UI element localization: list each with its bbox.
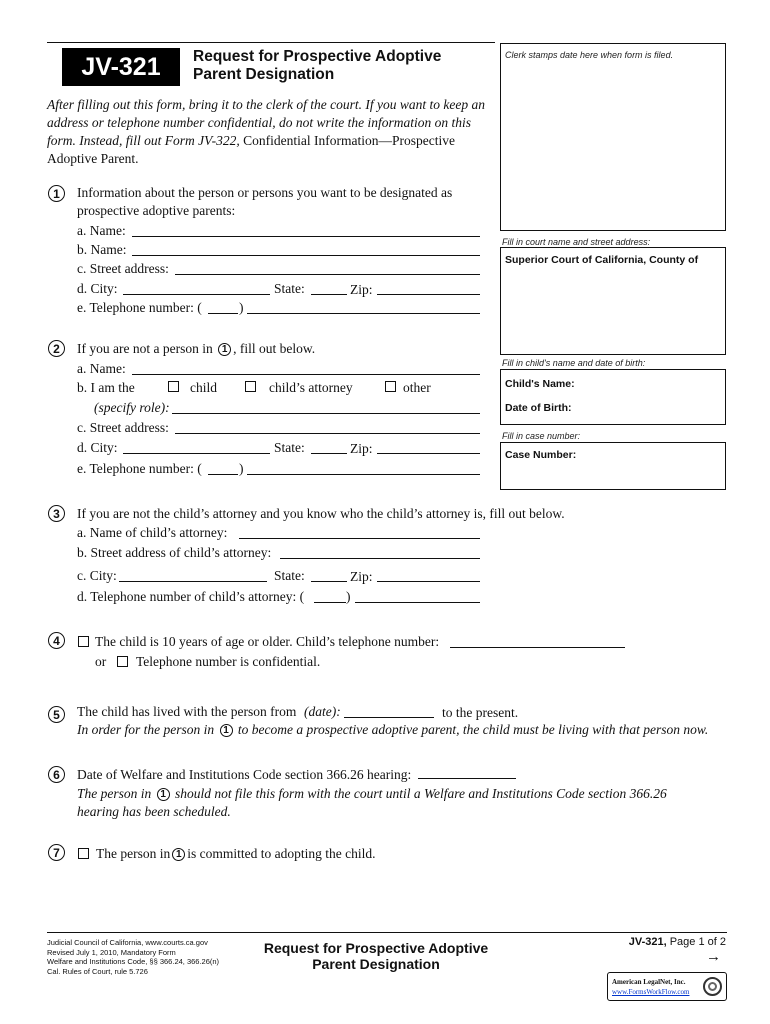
ref-1-icon: 1 (218, 343, 231, 356)
s1-phone-close: ) (239, 300, 244, 315)
s4-age-text: The child is 10 years of age or older. Child’s telephone number: (95, 634, 440, 649)
s3-state-input[interactable] (311, 567, 347, 582)
ref-1-icon: 1 (172, 848, 185, 861)
s2-phone-label: e. Telephone number: ( (77, 461, 202, 476)
s2-other-checkbox[interactable] (385, 381, 396, 392)
s2-state-input[interactable] (311, 439, 347, 454)
s4-confidential-checkbox[interactable] (117, 656, 128, 667)
s1-state-input[interactable] (311, 280, 347, 295)
footer-title: Request for Prospective Adoptive Parent Designation (263, 940, 489, 972)
s1-name-b-input[interactable] (132, 241, 480, 256)
s2-attorney-label: child’s attorney (269, 380, 353, 395)
s5-date-label: (date): (304, 704, 341, 719)
s2-name-input[interactable] (132, 360, 480, 375)
section-5-number: 5 (48, 706, 65, 723)
court-name-box[interactable] (500, 247, 726, 355)
s6-text: Date of Welfare and Institutions Code section 366.26 hearing: (77, 767, 412, 782)
s3-zip-label: Zip: (350, 569, 373, 584)
s2-city-input[interactable] (123, 439, 270, 454)
section-3-intro: If you are not the child’s attorney and you know who the child’s attorney is, fill out below. (77, 506, 565, 521)
s6-note-2: hearing has been scheduled. (77, 804, 231, 819)
s2-role-label: b. I am the (77, 380, 135, 395)
s3-attorney-name-input[interactable] (239, 524, 480, 539)
clerk-stamp-box[interactable] (500, 43, 726, 231)
s3-state-label: State: (274, 568, 305, 583)
s4-or-label: or (95, 654, 107, 669)
s2-phone-area-input[interactable] (208, 460, 238, 475)
s5-text-b: to the present. (442, 705, 519, 720)
s2-name-label: a. Name: (77, 361, 126, 376)
section-7-number: 7 (48, 844, 65, 861)
s1-state-label: State: (274, 281, 305, 296)
s1-phone-label: e. Telephone number: ( (77, 300, 202, 315)
s1-name-a-input[interactable] (132, 222, 480, 237)
case-number-label: Case Number: (505, 449, 577, 461)
section-2-number: 2 (48, 340, 65, 357)
section-4-number: 4 (48, 632, 65, 649)
next-page-arrow-icon[interactable]: → (706, 948, 721, 965)
header-rule (47, 42, 495, 43)
s3-attorney-name-label: a. Name of child’s attorney: (77, 525, 228, 540)
s2-other-label: other (403, 380, 431, 395)
case-box-label: Fill in case number: (502, 431, 581, 441)
s3-zip-input[interactable] (377, 567, 480, 582)
ref-1-icon: 1 (157, 788, 170, 801)
s3-attorney-street-input[interactable] (280, 544, 480, 559)
s5-text-a: The child has lived with the person from (77, 704, 297, 719)
clerk-stamp-label: Clerk stamps date here when form is filed. (505, 50, 674, 60)
childs-name-label: Child's Name: (505, 378, 575, 390)
instructions: After filling out this form, bring it to the clerk of the court. If you want to keep an address or telephone number confidential, do not write the information on this form. Instead, fill out Form JV-322, Confidential Information—Prospective Adoptive Parent. (47, 97, 485, 166)
s1-street-label: c. Street address: (77, 261, 169, 276)
s2-child-checkbox[interactable] (168, 381, 179, 392)
s1-street-input[interactable] (175, 260, 480, 275)
s1-city-input[interactable] (123, 280, 270, 295)
s1-phone-area-input[interactable] (208, 299, 238, 314)
s2-attorney-checkbox[interactable] (245, 381, 256, 392)
footer-rule (47, 932, 727, 933)
form-id-badge (62, 48, 180, 86)
s4-age-checkbox[interactable] (78, 636, 89, 647)
s4-child-phone-input[interactable] (450, 633, 625, 648)
s2-child-label: child (190, 380, 217, 395)
s3-attorney-street-label: b. Street address of child’s attorney: (77, 545, 272, 560)
s5-date-input[interactable] (344, 703, 434, 718)
s2-state-label: State: (274, 440, 305, 455)
s6-hearing-date-input[interactable] (418, 764, 516, 779)
s1-city-label: d. City: (77, 281, 118, 296)
form-title: Request for Prospective Adoptive Parent Designation (193, 48, 442, 83)
s3-city-label: c. City: (77, 568, 117, 583)
s2-street-label: c. Street address: (77, 420, 169, 435)
court-box-label: Fill in court name and street address: (502, 237, 651, 247)
s1-name-b-label: b. Name: (77, 242, 127, 257)
s2-phone-close: ) (239, 461, 244, 476)
footer-citations: Judicial Council of California, www.courts.ca.gov Revised July 1, 2010, Mandatory Form Welfare and Institutions Code, §§ 366.24, 366.26(n) Cal. Rules of Court, rule 5.726 (47, 938, 220, 976)
s1-zip-input[interactable] (377, 280, 480, 295)
section-1-number: 1 (48, 185, 65, 202)
s3-phone-close: ) (346, 589, 351, 604)
s6-note: The person in 1 should not file this form with the court until a Welfare and Institutions Code section 366.26 (77, 786, 667, 801)
s3-city-input[interactable] (119, 567, 267, 582)
section-1-intro-2: prospective adoptive parents: (77, 203, 236, 218)
section-3-number: 3 (48, 505, 65, 522)
section-1-intro: Information about the person or persons you want to be designated as (77, 185, 453, 200)
s2-zip-input[interactable] (377, 439, 480, 454)
s2-specify-label: (specify role): (94, 400, 170, 415)
s2-specify-input[interactable] (172, 399, 480, 414)
vendor-name: American LegalNet, Inc. (612, 978, 686, 986)
s1-phone-input[interactable] (247, 299, 480, 314)
s2-phone-input[interactable] (247, 460, 480, 475)
s7-text: The person in 1 is committed to adopting the child. (96, 846, 376, 861)
s7-committed-checkbox[interactable] (78, 848, 89, 859)
s2-street-input[interactable] (175, 419, 480, 434)
s2-city-label: d. City: (77, 440, 118, 455)
court-name-text: Superior Court of California, County of (505, 254, 699, 266)
s3-phone-label: d. Telephone number of child’s attorney: ( (77, 589, 305, 604)
date-of-birth-label: Date of Birth: (505, 402, 572, 414)
vendor-logo-icon (703, 977, 722, 996)
section-6-number: 6 (48, 766, 65, 783)
child-info-box[interactable] (500, 369, 726, 425)
s3-phone-input[interactable] (355, 588, 480, 603)
s1-name-a-label: a. Name: (77, 223, 126, 238)
child-box-label: Fill in child's name and date of birth: (502, 358, 646, 368)
ref-1-icon: 1 (220, 724, 233, 737)
s1-zip-label: Zip: (350, 282, 373, 297)
s4-confidential-text: Telephone number is confidential. (136, 654, 321, 669)
vendor-badge (607, 972, 727, 1001)
section-2-intro: If you are not a person in 1 , fill out below. (77, 341, 316, 356)
s5-note: In order for the person in 1 to become a prospective adoptive parent, the child must be living with that person now. (77, 722, 709, 737)
vendor-url: www.FormsWorkFlow.com (612, 988, 690, 996)
form-id: JV-321 (81, 53, 161, 81)
case-number-box[interactable] (500, 442, 726, 490)
s2-zip-label: Zip: (350, 441, 373, 456)
s3-phone-area-input[interactable] (314, 588, 346, 603)
footer-page: JV-321, Page 1 of 2 (628, 936, 726, 948)
